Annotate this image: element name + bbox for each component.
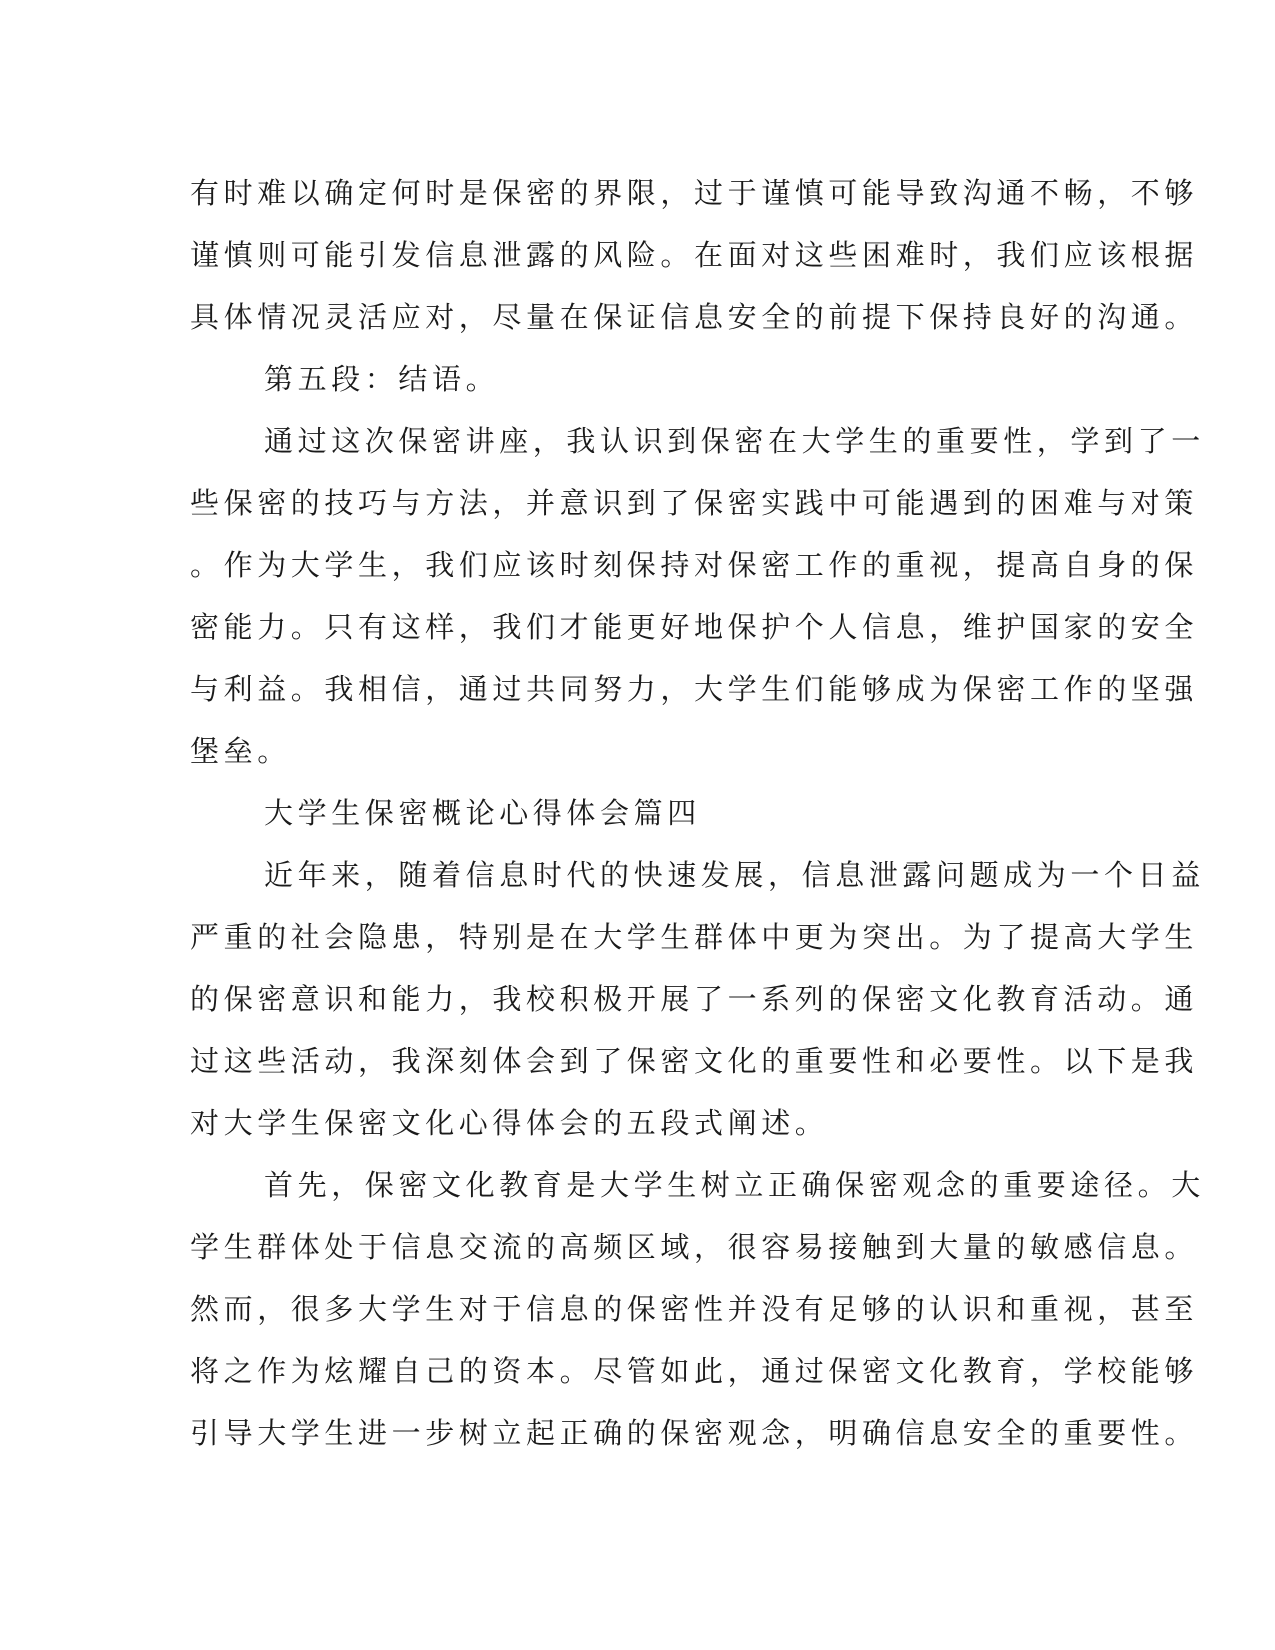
text-line-21: 引导大学生进一步树立起正确的保密观念，明确信息安全的重要性。 [190, 1416, 1199, 1450]
section-heading-5: 第五段：结语。 [264, 362, 500, 396]
text-line-13: 严重的社会隐患，特别是在大学生群体中更为突出。为了提高大学生 [190, 920, 1199, 954]
text-line-16: 对大学生保密文化心得体会的五段式阐述。 [190, 1106, 829, 1140]
text-line-5: 通过这次保密讲座，我认识到保密在大学生的重要性，学到了一 [264, 424, 1205, 458]
text-line-6: 些保密的技巧与方法，并意识到了保密实践中可能遇到的困难与对策 [190, 486, 1199, 520]
text-line-17: 首先，保密文化教育是大学生树立正确保密观念的重要途径。大 [264, 1168, 1205, 1202]
text-line-3: 具体情况灵活应对，尽量在保证信息安全的前提下保持良好的沟通。 [190, 300, 1199, 334]
text-line-15: 过这些活动，我深刻体会到了保密文化的重要性和必要性。以下是我 [190, 1044, 1199, 1078]
text-line-12: 近年来，随着信息时代的快速发展，信息泄露问题成为一个日益 [264, 858, 1205, 892]
text-line-14: 的保密意识和能力，我校积极开展了一系列的保密文化教育活动。通 [190, 982, 1199, 1016]
text-line-10: 堡垒。 [190, 734, 291, 768]
article-title-4: 大学生保密概论心得体会篇四 [264, 796, 701, 830]
text-line-8: 密能力。只有这样，我们才能更好地保护个人信息，维护国家的安全 [190, 610, 1199, 644]
text-line-7: 。作为大学生，我们应该时刻保持对保密工作的重视，提高自身的保 [190, 548, 1199, 582]
text-line-2: 谨慎则可能引发信息泄露的风险。在面对这些困难时，我们应该根据 [190, 238, 1199, 272]
text-line-9: 与利益。我相信，通过共同努力，大学生们能够成为保密工作的坚强 [190, 672, 1199, 706]
text-line-1: 有时难以确定何时是保密的界限，过于谨慎可能导致沟通不畅，不够 [190, 176, 1199, 210]
text-line-19: 然而，很多大学生对于信息的保密性并没有足够的认识和重视，甚至 [190, 1292, 1199, 1326]
text-line-18: 学生群体处于信息交流的高频区域，很容易接触到大量的敏感信息。 [190, 1230, 1199, 1264]
document-body [190, 162, 1205, 1464]
text-line-20: 将之作为炫耀自己的资本。尽管如此，通过保密文化教育，学校能够 [190, 1354, 1199, 1388]
